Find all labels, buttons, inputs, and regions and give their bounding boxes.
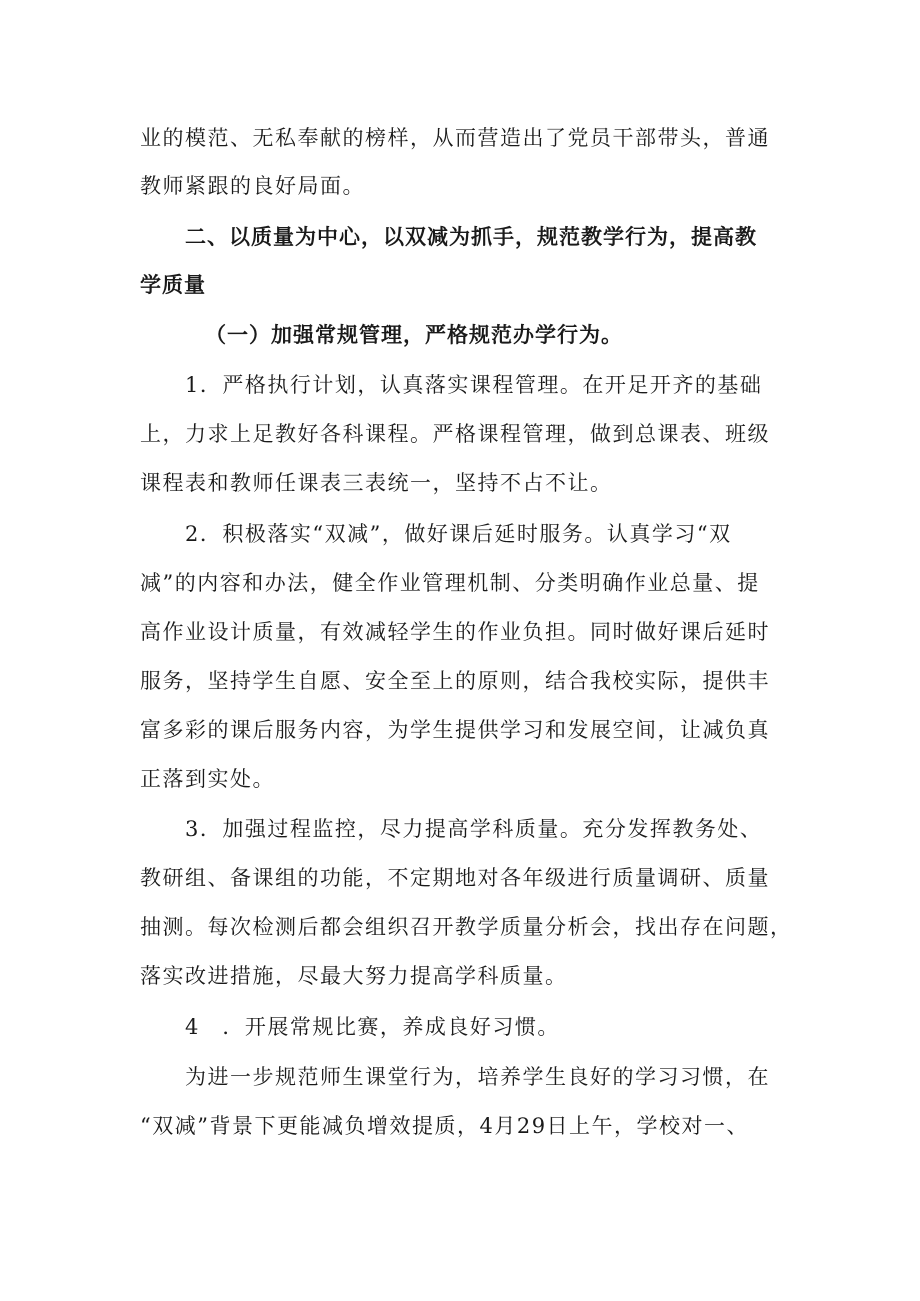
paragraph-item-3: 3．加强过程监控，尽力提高学科质量。充分发挥教务处、 <box>185 817 763 841</box>
paragraph-item-4: 4 ．开展常规比赛，养成良好习惯。 <box>185 1015 560 1039</box>
body-text-line: 高作业设计质量，有效减轻学生的作业负担。同时做好课后延时 <box>140 620 770 644</box>
body-text-line: 业的模范、无私奉献的榜样，从而营造出了党员干部带头，普通 <box>140 126 770 150</box>
body-text-line: 抽测。每次检测后都会组织召开教学质量分析会，找出存在问题， <box>140 915 793 939</box>
paragraph-item-1: 1．严格执行计划，认真落实课程管理。在开足开齐的基础 <box>185 373 763 397</box>
body-text-line: 减”的内容和办法，健全作业管理机制、分类明确作业总量、提 <box>140 571 760 595</box>
body-text-line: 富多彩的课后服务内容，为学生提供学习和发展空间，让减负真 <box>140 718 770 742</box>
subsection-heading: （一）加强常规管理，严格规范办学行为。 <box>205 323 623 347</box>
body-text-line: 落实改进措施，尽最大努力提高学科质量。 <box>140 964 568 988</box>
section-heading-continued: 学质量 <box>140 273 206 297</box>
body-text-line: 为进一步规范师生课堂行为，培养学生良好的学习习惯，在 <box>185 1065 770 1089</box>
body-text-line: 教师紧跟的良好局面。 <box>140 174 365 198</box>
body-text-line: 服务，坚持学生自愿、安全至上的原则，结合我校实际，提供丰 <box>140 669 770 693</box>
body-text-line: 教研组、备课组的功能，不定期地对各年级进行质量调研、质量 <box>140 866 770 890</box>
body-text-line: 正落到实处。 <box>140 767 275 791</box>
body-text-line: 上，力求上足教好各科课程。严格课程管理，做到总课表、班级 <box>140 422 770 446</box>
body-text-line: 课程表和教师任课表三表统一，坚持不占不让。 <box>140 471 613 495</box>
paragraph-item-2: 2．积极落实“双减”，做好课后延时服务。认真学习“双 <box>185 522 732 546</box>
body-text-line: “双减”背景下更能减负增效提质，4月29日上午，学校对一、 <box>140 1114 750 1138</box>
section-heading: 二、以质量为中心，以双减为抓手，规范教学行为，提高教 <box>185 225 757 249</box>
